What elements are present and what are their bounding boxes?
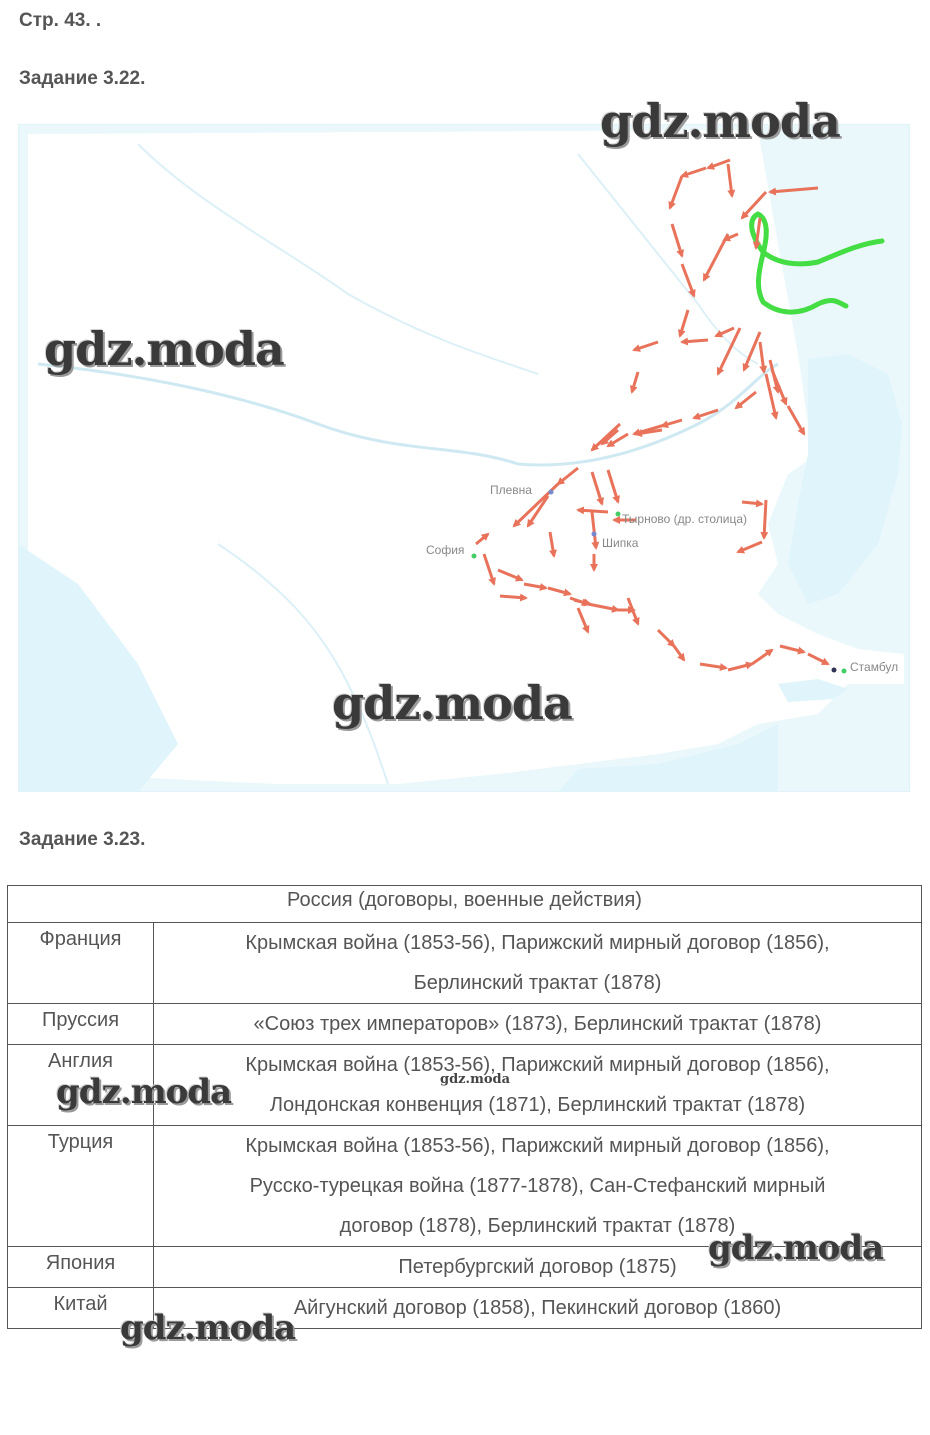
tyrnovo-dot <box>616 512 621 517</box>
sofia-label: София <box>426 543 465 557</box>
relations-line: Лондонская конвенция (1871), Берлинский трактат (1878) <box>269 1094 806 1116</box>
country-cell: Франция <box>8 923 154 1004</box>
watermark-6: gdz.moda <box>708 1228 884 1268</box>
relations-line: «Союз трех императоров» (1873), Берлинский трактат (1878) <box>253 1013 822 1035</box>
watermark-3: gdz.moda <box>332 676 572 730</box>
tyrnovo-label: Тырново (др. столица) <box>622 512 748 526</box>
country-cell: Китай <box>8 1288 154 1329</box>
country-cell: Турция <box>8 1126 154 1247</box>
plevna-dot <box>549 490 554 495</box>
watermark-5: gdz.moda <box>440 1072 511 1087</box>
watermark-2: gdz.moda <box>44 322 284 376</box>
relations-line: Петербургский договор (1875) <box>398 1256 677 1278</box>
country-cell: Пруссия <box>8 1004 154 1045</box>
relations-line: Айгунский договор (1858), Пекинский договор (1860) <box>293 1297 782 1319</box>
watermark-4: gdz.moda <box>56 1072 232 1112</box>
relations-line: Берлинский трактат (1878) <box>413 972 662 994</box>
country-cell: Япония <box>8 1247 154 1288</box>
relations-cell <box>154 923 922 1004</box>
task-3-23-title: Задание 3.23. <box>19 829 146 850</box>
table-row <box>8 923 922 1004</box>
relations-line: Русско-турецкая война (1877-1878), Сан-Стефанский мирный <box>249 1175 826 1197</box>
relations-line: Крымская война (1853-56), Парижский мирный договор (1856), <box>245 932 830 954</box>
relations-line: Крымская война (1853-56), Парижский мирный договор (1856), <box>245 1054 830 1076</box>
table-header-row <box>8 886 922 923</box>
task-3-22-title: Задание 3.22. <box>19 68 146 89</box>
watermark-1: gdz.moda <box>600 94 840 148</box>
relations-line: договор (1878), Берлинский трактат (1878) <box>339 1215 736 1237</box>
istanbul-dot-2 <box>842 669 847 674</box>
relations-cell <box>154 1004 922 1045</box>
table-row <box>8 1004 922 1045</box>
shipka-dot <box>592 532 597 537</box>
relations-line: Крымская война (1853-56), Парижский мирный договор (1856), <box>245 1135 830 1157</box>
istanbul-label: Стамбул <box>850 660 899 674</box>
sofia-dot <box>472 554 477 559</box>
country-cell: Англия <box>8 1045 154 1126</box>
page-reference: Стр. 43. . <box>19 10 102 31</box>
table-header: Россия (договоры, военные действия) <box>8 886 922 923</box>
plevna-label: Плевна <box>490 483 532 497</box>
shipka-label: Шипка <box>602 536 639 550</box>
watermark-7: gdz.moda <box>120 1308 296 1348</box>
istanbul-dot-1 <box>832 668 837 673</box>
relations-cell <box>154 1045 922 1126</box>
